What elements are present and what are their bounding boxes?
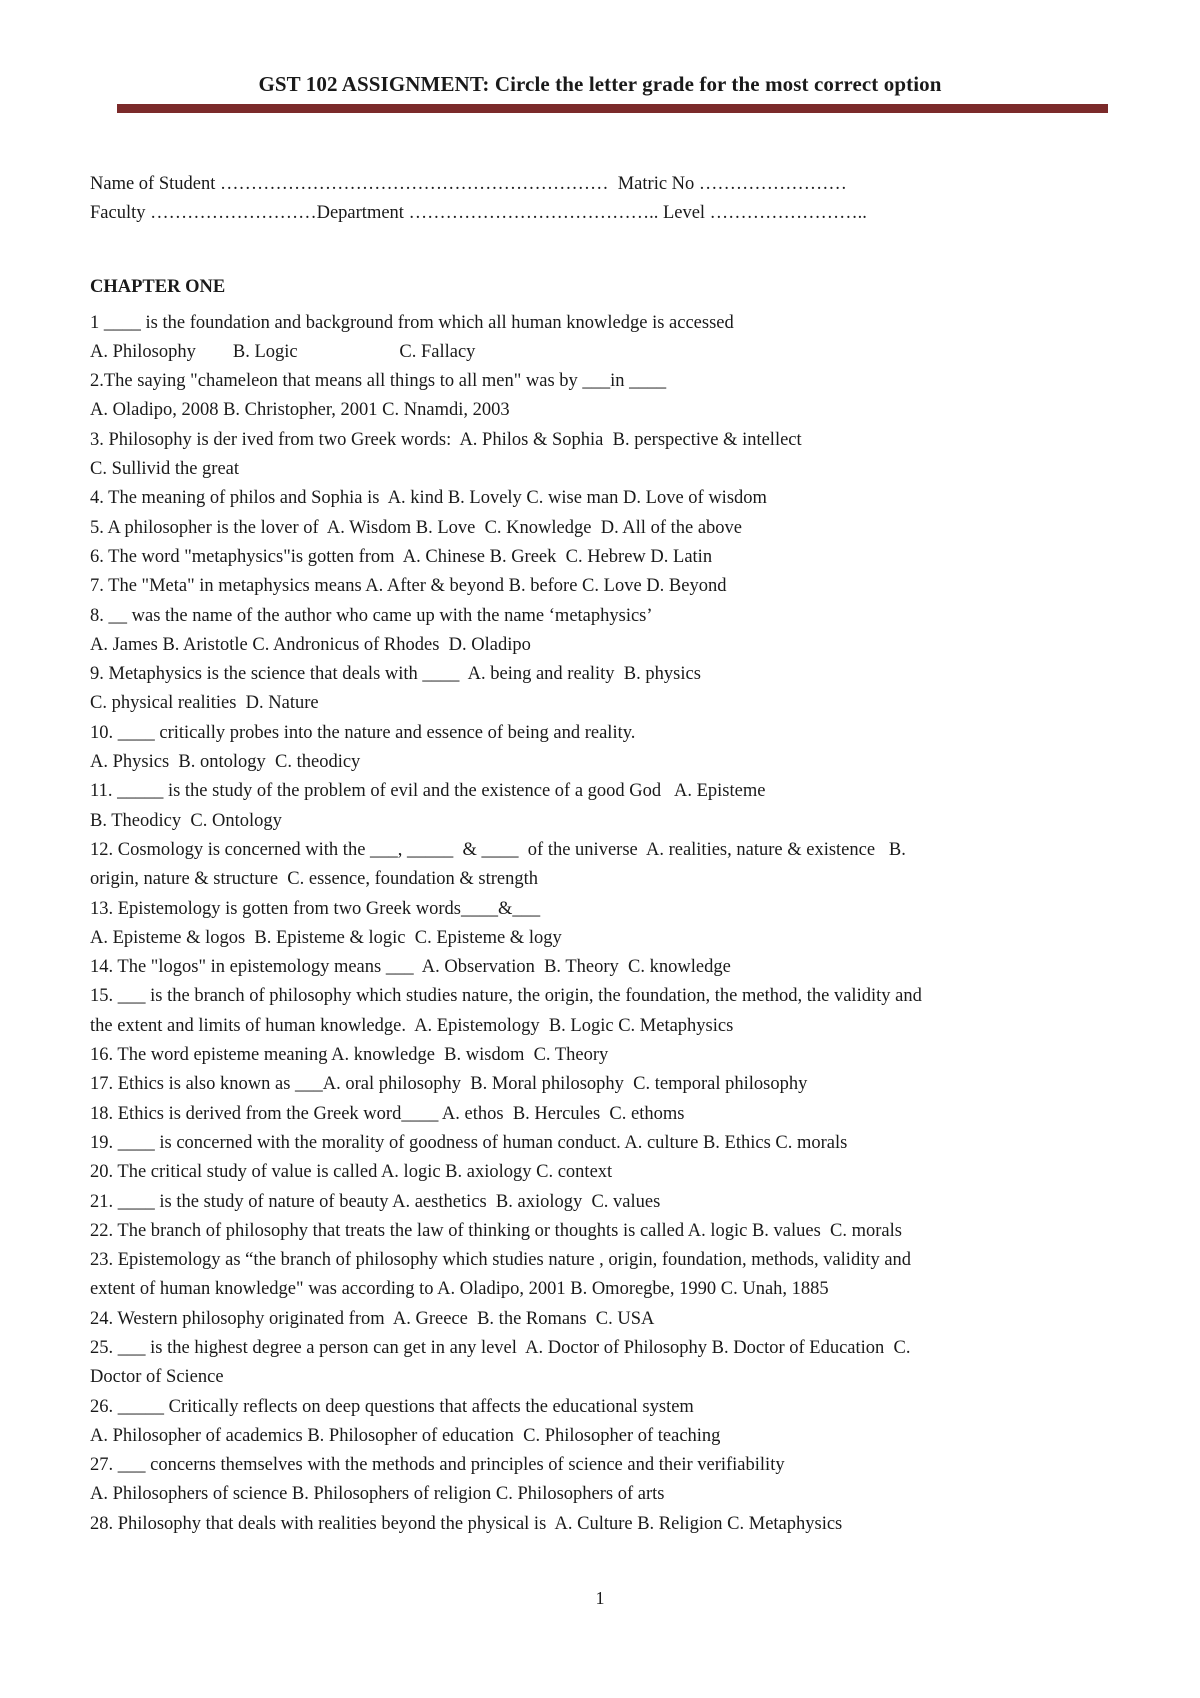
question-line: 20. The critical study of value is called A. logic B. axiology C. context — [90, 1162, 613, 1183]
question-line: A. Philosopher of academics B. Philosopher of education C. Philosopher of teaching — [90, 1425, 721, 1446]
question-line: C. Sullivid the great — [90, 459, 240, 480]
question-line: 21. ____ is the study of nature of beauty A. aesthetics B. axiology C. values — [90, 1191, 661, 1212]
question-line: A. Philosophers of science B. Philosophers of religion C. Philosophers of arts — [90, 1484, 665, 1505]
question-line: the extent and limits of human knowledge. A. Epistemology B. Logic C. Metaphysics — [90, 1015, 734, 1036]
question-line: origin, nature & structure C. essence, foundation & strength — [90, 869, 539, 890]
question-line: 8. __ was the name of the author who came up with the name ‘metaphysics’ — [90, 605, 653, 626]
question-line: 25. ___ is the highest degree a person can get in any level A. Doctor of Philosophy B. Doctor of Education C. — [90, 1337, 911, 1358]
question-line: 6. The word "metaphysics"is gotten from A. Chinese B. Greek C. Hebrew D. Latin — [90, 546, 713, 567]
question-line: 28. Philosophy that deals with realities beyond the physical is A. Culture B. Religion C. Metaphysics — [90, 1513, 843, 1534]
question-line: B. Theodicy C. Ontology — [90, 810, 282, 831]
title-underline-rule — [117, 104, 1108, 113]
question-line: 17. Ethics is also known as ___A. oral philosophy B. Moral philosophy C. temporal philosophy — [90, 1074, 808, 1095]
question-line: A. Oladipo, 2008 B. Christopher, 2001 C. Nnamdi, 2003 — [90, 400, 510, 421]
question-line: 22. The branch of philosophy that treats the law of thinking or thoughts is called A. logic B. values C. morals — [90, 1220, 902, 1241]
question-line: 12. Cosmology is concerned with the ___, _____ & ____ of the universe A. realities, nature & existence B. — [90, 839, 906, 860]
page-title: GST 102 ASSIGNMENT: Circle the letter grade for the most correct option — [258, 72, 942, 96]
question-line: 26. _____ Critically reflects on deep questions that affects the educational system — [90, 1396, 694, 1417]
question-line: A. Philosophy B. Logic C. Fallacy — [90, 341, 476, 362]
question-line: 9. Metaphysics is the science that deals with ____ A. being and reality B. physics — [90, 664, 701, 685]
question-line: 14. The "logos" in epistemology means ___ A. Observation B. Theory C. knowledge — [90, 957, 731, 978]
question-line: A. Physics B. ontology C. theodicy — [90, 752, 361, 773]
question-list — [90, 309, 1110, 1539]
question-line: 15. ___ is the branch of philosophy which studies nature, the origin, the foundation, the method, the validity and — [90, 986, 922, 1007]
question-line: 5. A philosopher is the lover of A. Wisdom B. Love C. Knowledge D. All of the above — [90, 517, 742, 538]
question-line: 23. Epistemology as “the branch of philosophy which studies nature , origin, foundation, methods, validity and — [90, 1250, 912, 1271]
question-line: 24. Western philosophy originated from A. Greece B. the Romans C. USA — [90, 1308, 655, 1329]
question-line: 4. The meaning of philos and Sophia is A. kind B. Lovely C. wise man D. Love of wisdom — [90, 488, 767, 509]
question-line: 1 ____ is the foundation and background from which all human knowledge is accessed — [90, 312, 734, 333]
question-line: 7. The "Meta" in metaphysics means A. After & beyond B. before C. Love D. Beyond — [90, 576, 727, 597]
question-line: 16. The word episteme meaning A. knowledge B. wisdom C. Theory — [90, 1045, 609, 1066]
student-info-line: Name of Student ……………………………………………………… Matric No …………………… — [90, 174, 847, 194]
document-body — [90, 170, 1110, 1539]
section-spacer — [90, 229, 1110, 273]
question-line: 19. ____ is concerned with the morality of goodness of human conduct. A. culture B. Ethics C. morals — [90, 1132, 848, 1153]
question-line: 11. _____ is the study of the problem of evil and the existence of a good God A. Episteme — [90, 781, 766, 802]
faculty-info-line: Faculty ………………………Department ………………………………….. Level …………………….. — [90, 203, 867, 224]
question-line: 18. Ethics is derived from the Greek word____ A. ethos B. Hercules C. ethoms — [90, 1103, 685, 1124]
question-line: 27. ___ concerns themselves with the methods and principles of science and their verifiability — [90, 1455, 785, 1476]
question-line: extent of human knowledge" was according to A. Oladipo, 2001 B. Omoregbe, 1990 C. Unah, 1885 — [90, 1279, 829, 1300]
question-line: A. James B. Aristotle C. Andronicus of Rhodes D. Oladipo — [90, 634, 531, 655]
chapter-heading: CHAPTER ONE — [90, 276, 226, 297]
question-line: 3. Philosophy is der ived from two Greek words: A. Philos & Sophia B. perspective & intellect — [90, 429, 802, 450]
question-line: A. Episteme & logos B. Episteme & logic C. Episteme & logy — [90, 927, 562, 948]
question-line: Doctor of Science — [90, 1367, 224, 1388]
question-line: 10. ____ critically probes into the nature and essence of being and reality. — [90, 722, 636, 743]
page-number: 1 — [595, 1588, 605, 1608]
question-line: 2.The saying "chameleon that means all things to all men" was by ___in ____ — [90, 371, 667, 392]
question-line: C. physical realities D. Nature — [90, 693, 319, 714]
question-line: 13. Epistemology is gotten from two Greek words____&___ — [90, 898, 541, 919]
